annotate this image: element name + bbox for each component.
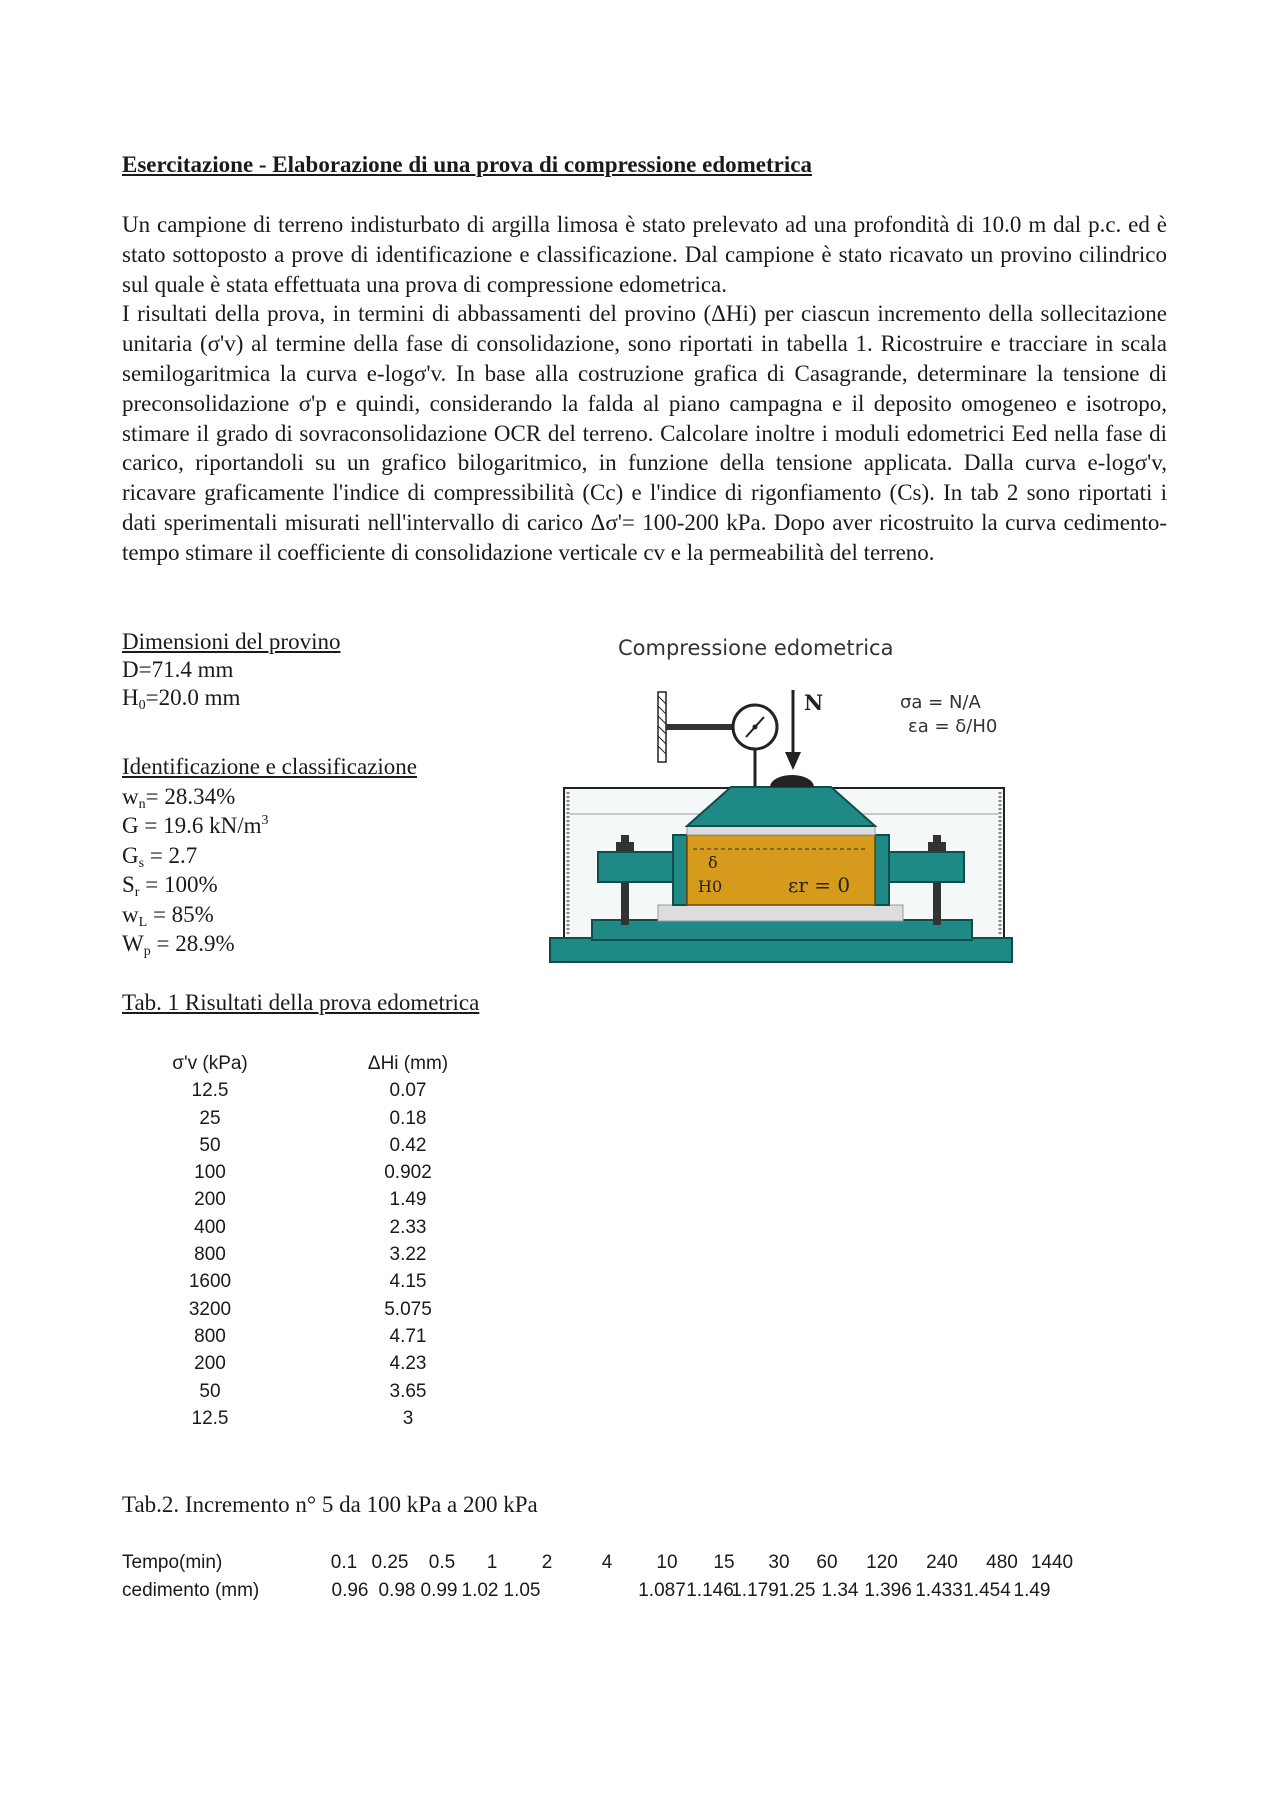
delta-label: δ — [708, 853, 718, 872]
liquid-limit-value: $w_L = 85\%$ — [122, 901, 214, 930]
tab2-time-cell: 2 — [541, 1552, 553, 1573]
tab2-settlement-label: cedimento (mm) — [122, 1580, 260, 1601]
tab1-header-row — [140, 1050, 498, 1077]
load-label: N — [804, 690, 824, 715]
top-porous-stone — [687, 826, 875, 835]
height-value: $H_0=20.0$ mm — [122, 685, 241, 713]
tab2-settlement-cell: 1.25 — [778, 1580, 816, 1601]
tab2-settlement-cell: 0.99 — [420, 1580, 458, 1601]
table-row: 12.5 0.07 — [191, 1080, 427, 1102]
tab2-settlement-cell: 1.396 — [864, 1580, 912, 1601]
dial-gauge-icon — [733, 705, 777, 787]
tab1-header-stress: σ'v (kPa) — [172, 1053, 248, 1074]
tab2-settlement-cell: 1.49 — [1013, 1580, 1051, 1601]
tab2-settlement-cell: 0.96 — [331, 1580, 369, 1601]
tab2-settlement-cell: 1.05 — [503, 1580, 541, 1601]
table-row: 1600 4.15 — [188, 1271, 427, 1293]
intro-paragraph-2: I risultati della prova, in termini di abbassamenti del provino (ΔHi) per ciascun incremento della sollecitazione unitaria (σ'v) al termine della fase di consolidazione, sono riportati in tabella 1. Ricostruire e tracciare in scala semilogaritmica la curva e-logσ'v. In base alla costruzione grafica di Casagrande, determinare la tensione di preconsolidazione σ'p e quindi, considerando la falda al piano campagna e il deposito omogeneo e isotropo, stimare il grado di sovraconsolidazione OCR del terreno. Calcolare inoltre i moduli edometrici Eed nella fase di carico, riportandoli su un grafico bilogaritmico, in funzione della tensione applicata. Dalla curva e-logσ'v, ricavare graficamente l'indice di compressibilità (Cc) e l'indice di rigonfiamento (Cs). In tab 2 sono riportati i dati sperimentali misurati nell'intervallo di carico Δσ'= 100-200 kPa. Dopo aver ricostruito la curva cedimento-tempo stimare il coefficiente di consolidazione verticale cv e la permeabilità del terreno. — [122, 301, 1167, 565]
water-content-value: $w_n= 28.34\%$ — [122, 783, 236, 812]
h0-label: H0 — [698, 877, 723, 896]
unit-weight-value: G = 19.6 $kN/m^3$ — [122, 813, 269, 838]
table-row: 800 3.22 — [194, 1244, 427, 1266]
formula-stress: σa = N/A — [900, 692, 981, 713]
oedometer-diagram — [548, 630, 1018, 975]
identification-block — [122, 752, 417, 959]
tab1-title: Tab. 1 Risultati della prova edometrica — [122, 990, 480, 1015]
wall-support — [658, 692, 736, 762]
identification-heading: Identificazione e classificazione — [122, 754, 418, 779]
tab2-time-cell: 120 — [866, 1552, 898, 1573]
tab2-time-cell: 0.5 — [428, 1552, 456, 1573]
tab2-time-cell: 60 — [816, 1552, 838, 1573]
tab1-header-settlement: ΔHi (mm) — [367, 1053, 449, 1074]
plastic-limit-value: $W_p = 28.9\%$ — [122, 931, 235, 959]
tab2-settlement-cell: 1.454 — [963, 1580, 1011, 1601]
table-row: 100 0.902 — [194, 1162, 432, 1184]
load-ball — [770, 775, 814, 787]
diagram-title: Compressione edometrica — [618, 636, 894, 660]
intro-paragraph-1: Un campione di terreno indisturbato di argilla limosa è stato prelevato ad una profondità di 10.0 m dal p.c. ed è stato sottoposto a prove di identificazione e classificazione. Dal campione è stato ricavato un provino cilindrico sul quale è stata effettuata una prova di compressione edometrica. — [122, 212, 1167, 297]
tab2-time-label: Tempo(min) — [122, 1552, 223, 1573]
table-row: 200 4.23 — [194, 1353, 427, 1375]
tab2-settlement-cell: 1.02 — [461, 1580, 499, 1601]
table-row: 200 1.49 — [194, 1189, 427, 1211]
tab2-settlement-cell: 0.98 — [378, 1580, 416, 1601]
table-row: 800 4.71 — [194, 1325, 427, 1347]
table-row: 3200 5.075 — [188, 1298, 432, 1320]
bottom-porous-stone — [658, 905, 903, 921]
tab2-time-cell: 1440 — [1030, 1552, 1074, 1573]
table-row: 12.5 3 — [191, 1407, 414, 1429]
tab2-time-cell: 1 — [486, 1552, 498, 1573]
tab2-time-cell: 30 — [768, 1552, 790, 1573]
table-row: 50 3.65 — [199, 1380, 427, 1402]
table-row: 400 2.33 — [194, 1216, 427, 1238]
tab2-time-cell: 240 — [926, 1552, 958, 1573]
tab2-time-cell: 10 — [656, 1552, 678, 1573]
tab2-title: Tab.2. Incremento n° 5 da 100 kPa a 200 kPa — [122, 1492, 538, 1517]
tab2-time-cell: 15 — [713, 1552, 735, 1573]
base-plate — [550, 938, 1012, 962]
table-row: 50 0.42 — [199, 1134, 427, 1156]
tab2-settlement-cell: 1.433 — [915, 1580, 963, 1601]
lower-plate — [592, 920, 972, 940]
load-arrow-icon — [785, 690, 801, 770]
page-title: Esercitazione - Elaborazione di una prova di compressione edometrica — [122, 152, 812, 177]
tab2-time-cell: 480 — [986, 1552, 1018, 1573]
dimensions-block — [122, 628, 340, 712]
tab2-table — [122, 1552, 1182, 1608]
ring-flange-right — [884, 852, 964, 882]
specific-gravity-value: $G_s = 2.7$ — [122, 842, 198, 871]
intro-text — [122, 210, 1167, 568]
radial-strain-label: εr = 0 — [788, 873, 851, 897]
tab2-settlement-cell: 1.146 — [686, 1580, 734, 1601]
tab2-time-cell: 4 — [601, 1552, 613, 1573]
tab2-time-cell: 0.1 — [330, 1552, 358, 1573]
dimensions-heading: Dimensioni del provino — [122, 629, 341, 654]
tab2-settlement-cell: 1.087 — [638, 1580, 686, 1601]
table-row: 25 0.18 — [199, 1107, 427, 1129]
tab2-time-cell: 0.25 — [371, 1552, 409, 1573]
ring-flange-left — [598, 852, 678, 882]
saturation-value: $S_r = 100\%$ — [122, 872, 218, 900]
tab2-settlement-cell: 1.34 — [821, 1580, 859, 1601]
diameter-value: D=71.4 mm — [122, 657, 234, 682]
tab2-settlement-cell: 1.179 — [731, 1580, 779, 1601]
formula-strain: εa = δ/H0 — [908, 716, 998, 737]
tab1-table — [140, 1050, 498, 1432]
